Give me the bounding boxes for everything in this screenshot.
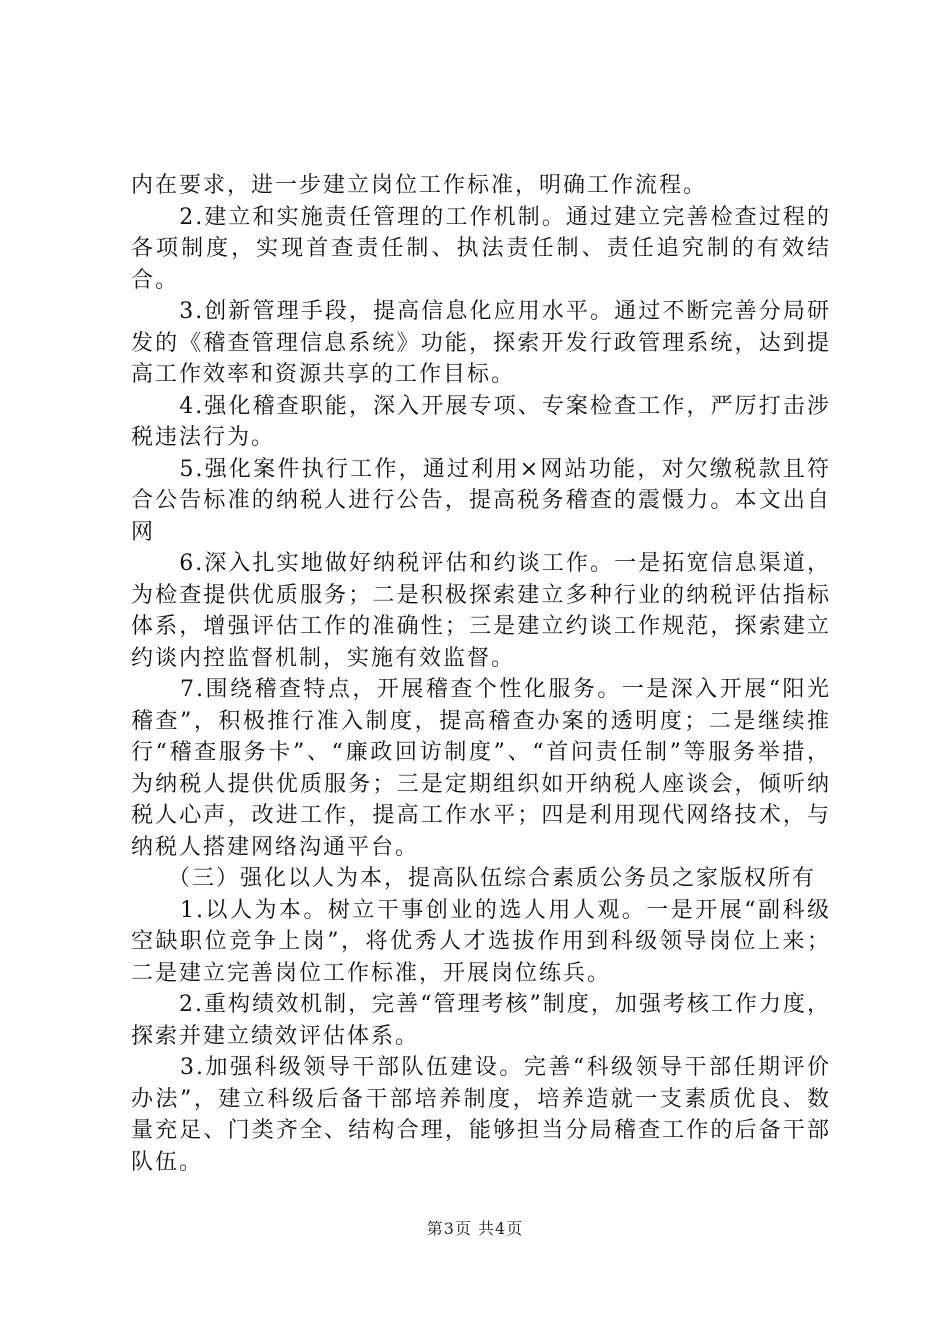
- paragraph: 3.创新管理手段，提高信息化应用水平。通过不断完善分局研发的《稽查管理信息系统》功能，探索开发行政管理系统，达到提高工作效率和资源共享的工作目标。: [131, 299, 831, 387]
- paragraph: 6.深入扎实地做好纳税评估和约谈工作。一是拓宽信息渠道，为检查提供优质服务；二是积极探索建立多种行业的纳税评估指标体系，增强评估工作的准确性；三是建立约谈工作规范，探索建立约谈内控监督机制，实施有效监督。: [131, 551, 831, 671]
- document-body: [131, 170, 831, 1178]
- paragraph: 2.建立和实施责任管理的工作机制。通过建立完善检查过程的各项制度，实现首查责任制、执法责任制、责任追究制的有效结合。: [131, 204, 831, 293]
- section-heading: （三）强化以人为本，提高队伍综合素质公务员之家版权所有: [131, 866, 817, 891]
- paragraph: 5.强化案件执行工作，通过利用×网站功能，对欠缴税款且符合公告标准的纳税人进行公告，提高税务稽查的震慑力。本文出自网: [131, 456, 831, 545]
- paragraph: 2.重构绩效机制，完善“管理考核”制度，加强考核工作力度，探索并建立绩效评估体系。: [131, 992, 831, 1049]
- paragraph: 1.以人为本。树立干事创业的选人用人观。一是开展“副科级空缺职位竞争上岗”，将优秀人才选拔作用到科级领导岗位上来；二是建立完善岗位工作标准，开展岗位练兵。: [131, 897, 831, 986]
- paragraph: 4.强化稽查职能，深入开展专项、专案检查工作，严厉打击涉税违法行为。: [131, 393, 831, 450]
- paragraph: 内在要求，进一步建立岗位工作标准，明确工作流程。: [131, 173, 708, 198]
- paragraph: 3.加强科级领导干部队伍建设。完善“科级领导干部任期评价办法”，建立科级后备干部培养制度，培养造就一支素质优良、数量充足、门类齐全、结构合理，能够担当分局稽查工作的后备干部队伍。: [131, 1055, 831, 1175]
- page-footer: [0, 1216, 950, 1239]
- paragraph: 7.围绕稽查特点，开展稽查个性化服务。一是深入开展“阳光稽查”，积极推行准入制度，提高稽查办案的透明度；二是继续推行“稽查服务卡”、“廉政回访制度”、“首问责任制”等服务举措，为纳税人提供优质服务；三是定期组织如开纳税人座谈会，倾听纳税人心声，改进工作，提高工作水平；四是利用现代网络技术，与纳税人搭建网络沟通平台。: [131, 677, 831, 860]
- page-number-label: 第3页 共4页: [426, 1219, 524, 1238]
